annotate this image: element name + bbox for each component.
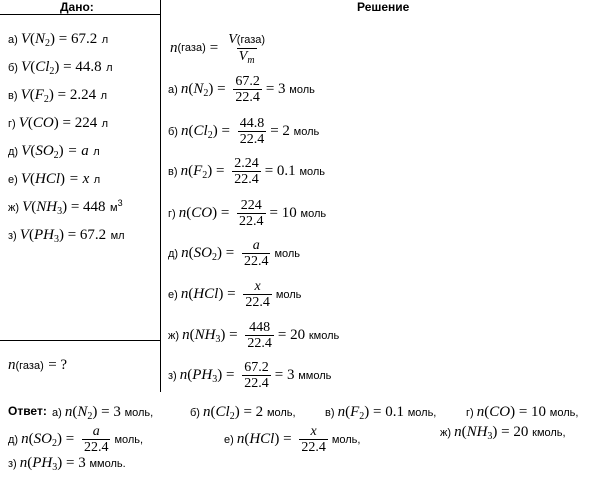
answer-letter: ж) <box>440 426 455 439</box>
given-expression: $V(PH_3) = 67.2$ <box>19 227 107 245</box>
find-separator-line <box>0 340 160 341</box>
answer-formula: HCl <box>249 431 275 447</box>
given-expression: V(CO) = 224 <box>18 115 98 131</box>
solution-formula: Cl <box>193 123 208 139</box>
given-subscript: 3 <box>53 234 59 245</box>
solution-result: = 20 <box>277 327 309 343</box>
solution-expression: $n(Cl_2)$ <box>181 123 218 141</box>
given-row <box>8 198 123 217</box>
answer-symbol: n <box>454 424 462 440</box>
solution-unit: моль <box>300 207 327 220</box>
given-row <box>8 86 107 105</box>
solution-symbol: n <box>181 245 189 261</box>
formula-fraction <box>226 32 267 64</box>
answer-symbol: n <box>203 404 211 420</box>
answer-fraction <box>299 424 328 455</box>
answer-item <box>466 404 578 421</box>
answer-formula: Cl <box>215 404 230 420</box>
solution-row <box>168 238 300 269</box>
given-letter: д) <box>8 146 22 158</box>
solution-subscript: 2 <box>211 252 217 263</box>
answer-symbol: n <box>64 404 73 420</box>
answer-item <box>52 404 153 421</box>
solution-unit: моль <box>289 83 315 96</box>
answer-expression: $n(NH_3)$ <box>454 424 498 442</box>
given-formula: PH <box>33 227 54 243</box>
given-unit: л <box>93 146 100 158</box>
given-unit: л <box>100 90 108 102</box>
answer-formula: N <box>77 404 88 420</box>
answer-title: Ответ: <box>8 404 47 418</box>
answer-symbol: n <box>21 431 29 447</box>
solution-denominator: 22.4 <box>244 376 269 391</box>
formula-lhs-label: (газа) <box>177 42 206 54</box>
given-expression: $V(N_2) = 67.2$ <box>20 31 98 49</box>
solution-expression: $n(NH_3)$ <box>182 327 226 345</box>
solution-formula: SO <box>193 245 212 261</box>
solution-formula: F <box>193 163 203 179</box>
solution-row <box>168 74 315 105</box>
solution-expression: $n(F_2)$ <box>180 163 213 181</box>
solution-row <box>168 360 331 391</box>
solution-unit: кмоль <box>308 329 340 342</box>
solution-equals: = <box>225 327 242 343</box>
given-letter: в) <box>8 90 21 102</box>
answer-expression: n(CO) <box>476 404 516 420</box>
solution-result: = 10 <box>269 205 301 221</box>
answer-expression: $n(N_2)$ <box>64 404 98 422</box>
answer-unit: моль, <box>114 433 144 446</box>
solution-numerator: a <box>252 238 260 253</box>
solution-numerator: 2.24 <box>234 156 259 171</box>
solution-formula: HCl <box>193 286 219 302</box>
formula-den-symbol: V <box>238 49 248 64</box>
solution-denominator: 22.4 <box>243 254 269 269</box>
solution-letter: а) <box>168 83 181 96</box>
solution-unit: моль <box>274 247 301 260</box>
answer-unit: кмоль, <box>532 426 566 439</box>
answer-expression: n(HCl) <box>236 431 280 447</box>
formula-num-symbol: V <box>228 32 237 47</box>
solution-denominator: 22.4 <box>235 90 260 105</box>
solution-result: = 3 <box>265 81 290 97</box>
solution-result: = 0.1 <box>264 163 300 179</box>
solution-formula: N <box>193 81 204 97</box>
solution-symbol: n <box>180 163 189 179</box>
answer-item <box>190 404 296 421</box>
given-subscript: 3 <box>57 206 63 217</box>
answer-subscript: 3 <box>52 462 58 473</box>
answer-result: = 3 <box>97 404 125 420</box>
given-value: = 448 <box>70 199 106 215</box>
given-symbol: V <box>21 143 31 159</box>
given-symbol: V <box>22 199 32 215</box>
given-value: = 44.8 <box>63 59 102 75</box>
answer-symbol: n <box>337 404 346 420</box>
solution-symbol: n <box>178 205 187 221</box>
solution-subscript: 3 <box>215 334 221 345</box>
given-formula: NH <box>36 199 58 215</box>
formula-equals: = <box>209 39 219 56</box>
given-row <box>8 170 100 189</box>
given-letter: з) <box>8 230 20 242</box>
formula-num-label: (газа) <box>236 34 266 46</box>
solution-letter: ж) <box>168 329 183 342</box>
given-symbol: V <box>21 59 31 75</box>
formula-denominator <box>237 48 257 64</box>
given-unit: л <box>101 118 109 130</box>
solution-subscript: 2 <box>203 88 209 99</box>
given-subscript: 2 <box>45 38 51 49</box>
solution-row <box>168 198 326 229</box>
solution-numerator: x <box>254 279 261 294</box>
given-subscript: 2 <box>53 150 59 161</box>
answer-letter: б) <box>190 406 204 419</box>
given-symbol: V <box>20 171 31 187</box>
solution-symbol: n <box>182 327 190 343</box>
given-symbol: V <box>20 87 30 103</box>
solution-denominator: 22.4 <box>239 132 265 147</box>
answer-symbol: n <box>476 404 485 420</box>
answer-formula: F <box>350 404 360 420</box>
solution-numerator: 448 <box>249 320 271 335</box>
answer-formula: PH <box>32 455 53 471</box>
given-symbol: V <box>20 31 31 47</box>
given-unit: л <box>101 34 109 46</box>
solution-letter: з) <box>168 369 180 382</box>
find-label: (газа) <box>15 360 44 372</box>
given-formula: N <box>35 31 46 47</box>
answer-numerator: x <box>310 424 317 439</box>
solution-fraction <box>245 320 274 351</box>
given-formula: F <box>34 87 44 103</box>
solution-denominator: 22.4 <box>234 172 259 187</box>
answer-unit: моль, <box>407 406 437 419</box>
given-value: = 67.2 <box>67 227 107 243</box>
solution-equals: = <box>213 81 230 97</box>
given-row <box>8 114 108 133</box>
given-symbol: V <box>18 115 28 131</box>
answer-numerator: a <box>92 424 100 439</box>
given-expression: $V(SO_2) = a$ <box>21 143 89 161</box>
answer-expression: $n(SO_2)$ <box>21 431 62 449</box>
general-formula <box>170 32 271 64</box>
given-unit: мл <box>110 230 125 242</box>
given-letter: а) <box>8 34 21 46</box>
answer-letter: з) <box>8 457 20 470</box>
given-expression: V(HCl) = x <box>20 171 90 187</box>
answer-formula: CO <box>489 404 511 420</box>
solution-fraction <box>243 279 272 310</box>
answer-fraction <box>82 424 111 455</box>
answer-letter: а) <box>52 406 65 419</box>
answer-item <box>440 424 566 441</box>
answer-item <box>325 404 436 421</box>
solution-fraction <box>232 156 261 187</box>
solution-numerator: 44.8 <box>239 116 265 131</box>
answer-expression: $n(F_2)$ <box>337 404 370 422</box>
answer-item <box>8 455 126 472</box>
given-letter: г) <box>8 118 19 130</box>
answer-item <box>224 424 360 455</box>
given-value: = x <box>68 171 90 187</box>
given-value: = a <box>67 143 89 159</box>
solution-unit: моль <box>275 288 302 301</box>
solution-equals: = <box>217 205 234 221</box>
answer-letter: г) <box>466 406 477 419</box>
given-expression: $V(NH_3) = 448$ <box>22 199 106 217</box>
answer-expression: $n(Cl_2)$ <box>203 404 240 422</box>
answer-subscript: 2 <box>87 411 93 422</box>
solution-unit: ммоль <box>298 369 332 382</box>
given-formula: Cl <box>35 59 50 75</box>
solution-fraction <box>233 74 262 105</box>
solution-result: = 3 <box>274 367 299 383</box>
solution-numerator: 67.2 <box>244 360 269 375</box>
solution-expression: $n(PH_3)$ <box>179 367 223 385</box>
answer-subscript: 3 <box>487 431 493 442</box>
solution-formula: PH <box>192 367 213 383</box>
answer-formula: NH <box>466 424 488 440</box>
solution-unit: моль <box>293 125 320 138</box>
answer-subscript: 2 <box>359 411 365 422</box>
solution-fraction <box>237 198 266 229</box>
solution-equals: = <box>217 123 234 139</box>
solution-denominator: 22.4 <box>247 336 272 351</box>
solution-letter: е) <box>168 288 181 301</box>
given-letter: е) <box>8 174 21 186</box>
solution-row <box>168 156 325 187</box>
solution-subscript: 2 <box>202 170 208 181</box>
answer-equals: = <box>61 431 78 447</box>
solution-row <box>168 279 301 310</box>
given-symbol: V <box>19 227 29 243</box>
given-unit: л <box>93 174 101 186</box>
given-value: = 224 <box>62 115 98 131</box>
answer-unit: моль, <box>266 406 296 419</box>
answer-unit: ммоль. <box>89 457 126 470</box>
formula-den-sub: m <box>247 55 255 66</box>
answer-result: = 20 <box>497 424 533 440</box>
answer-item <box>8 424 143 455</box>
solution-symbol: n <box>179 367 188 383</box>
answer-unit: моль, <box>331 433 361 446</box>
solution-unit: моль <box>299 165 326 178</box>
solution-letter: в) <box>168 165 181 178</box>
given-header: Дано: <box>60 0 94 14</box>
solution-expression: $n(SO_2)$ <box>181 245 222 263</box>
answer-symbol: n <box>236 431 245 447</box>
formula-numerator <box>226 32 267 48</box>
solution-letter: г) <box>168 207 179 220</box>
given-unit: л <box>106 62 113 74</box>
solution-equals: = <box>223 286 240 302</box>
given-row <box>8 58 112 77</box>
solution-formula: NH <box>194 327 216 343</box>
given-formula: SO <box>35 143 54 159</box>
solution-numerator: 224 <box>240 198 262 213</box>
answer-letter: е) <box>224 433 237 446</box>
answer-result: = 0.1 <box>369 404 408 420</box>
solution-letter: д) <box>168 247 182 260</box>
solution-subscript: 3 <box>212 374 218 385</box>
solution-fraction <box>242 238 271 269</box>
find-rest: = ? <box>48 357 68 373</box>
given-top-line <box>0 14 160 15</box>
solution-equals: = <box>222 367 239 383</box>
solution-letter: б) <box>168 125 182 138</box>
answer-result: = 2 <box>239 404 267 420</box>
solution-expression: n(HCl) <box>180 286 224 302</box>
given-row <box>8 30 108 49</box>
given-subscript: 2 <box>43 94 49 105</box>
answer-denominator: 22.4 <box>301 440 326 455</box>
answer-letter: д) <box>8 433 22 446</box>
given-unit: $м^3$ <box>110 198 123 214</box>
formula-lhs-symbol: n <box>170 39 178 56</box>
given-letter: б) <box>8 62 22 74</box>
table-divider <box>160 0 161 392</box>
answer-subscript: 2 <box>51 438 57 449</box>
answer-symbol: n <box>19 455 28 471</box>
given-formula: HCl <box>35 171 61 187</box>
solution-row <box>168 116 319 147</box>
solution-symbol: n <box>181 123 189 139</box>
given-expression: $V(F_2) = 2.24$ <box>20 87 97 105</box>
answer-equals: = <box>279 431 296 447</box>
solution-expression: n(CO) <box>178 205 218 221</box>
solution-header: Решение <box>357 0 410 14</box>
given-value: = 2.24 <box>57 87 97 103</box>
solution-symbol: n <box>180 81 189 97</box>
given-row <box>8 142 100 161</box>
answer-formula: SO <box>33 431 52 447</box>
given-subscript: 2 <box>49 66 55 77</box>
answer-unit: моль, <box>124 406 154 419</box>
solution-denominator: 22.4 <box>245 295 270 310</box>
solution-formula: CO <box>191 205 213 221</box>
find-row <box>8 356 67 375</box>
answer-expression: $n(PH_3)$ <box>19 455 63 473</box>
solution-row <box>168 320 339 351</box>
solution-fraction <box>242 360 271 391</box>
answer-denominator: 22.4 <box>83 440 109 455</box>
given-expression: $V(Cl_2) = 44.8$ <box>21 59 102 77</box>
given-value: = 67.2 <box>58 31 98 47</box>
solution-equals: = <box>221 245 238 261</box>
answer-unit: моль, <box>549 406 579 419</box>
solution-symbol: n <box>180 286 189 302</box>
answer-result: = 10 <box>515 404 550 420</box>
given-formula: CO <box>32 115 54 131</box>
given-letter: ж) <box>8 202 23 214</box>
solution-denominator: 22.4 <box>239 214 264 229</box>
solution-numerator: 67.2 <box>235 74 260 89</box>
solution-result: = 2 <box>270 123 294 139</box>
solution-fraction <box>238 116 267 147</box>
solution-expression: $n(N_2)$ <box>180 81 214 99</box>
given-unit-power: 3 <box>117 198 123 208</box>
solution-subscript: 2 <box>207 130 213 141</box>
answer-subscript: 2 <box>229 411 235 422</box>
given-row <box>8 226 125 245</box>
solution-equals: = <box>212 163 229 179</box>
find-symbol: n <box>8 357 16 373</box>
answer-result: = 3 <box>62 455 90 471</box>
answer-letter: в) <box>325 406 338 419</box>
